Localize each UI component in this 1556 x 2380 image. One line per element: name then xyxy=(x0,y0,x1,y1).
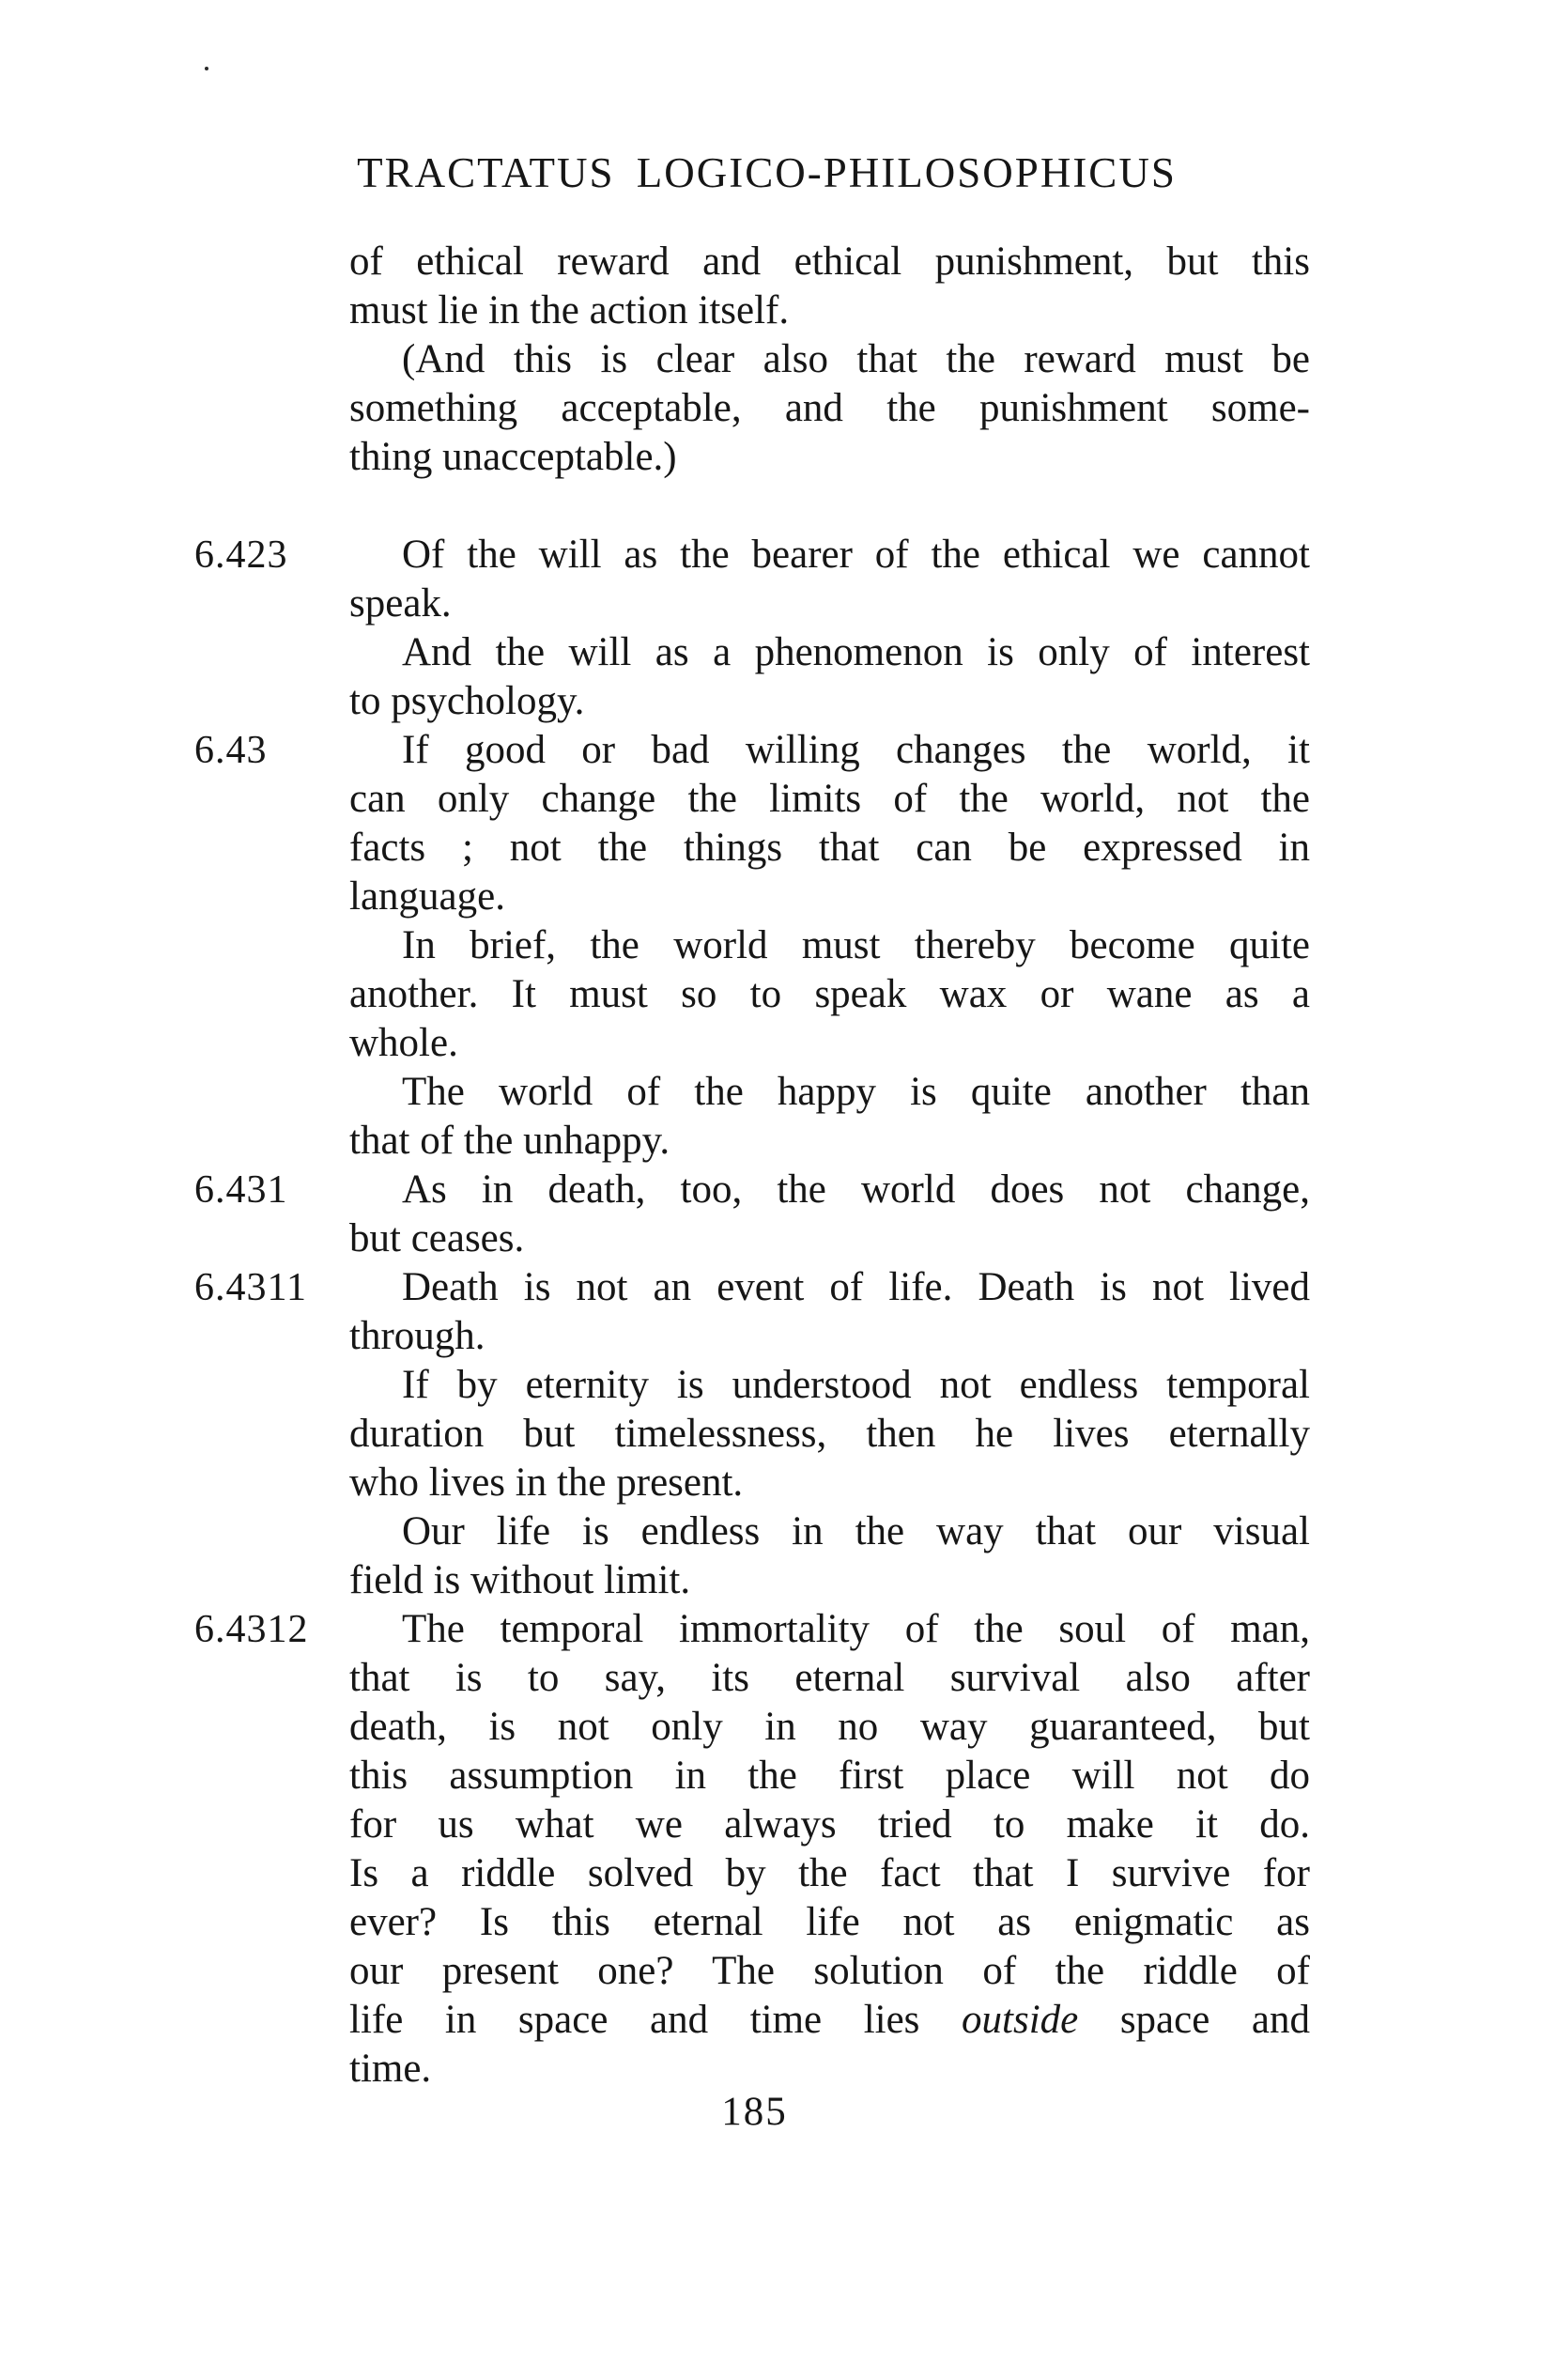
text-line xyxy=(194,531,1310,580)
text-line xyxy=(349,1654,1310,1703)
text-line xyxy=(349,873,1310,921)
text-line xyxy=(349,1947,1310,1996)
line-text: this assumption in the first place will not do xyxy=(349,1754,1310,1798)
line-text: to psychology. xyxy=(349,679,585,723)
line-text: who lives in the present. xyxy=(349,1460,744,1505)
proposition-number: 6.4312 xyxy=(194,1608,309,1651)
line-text: duration but timelessness, then he lives eternally xyxy=(349,1412,1310,1456)
line-text: language. xyxy=(349,874,505,919)
line-text: of ethical reward and ethical punishment, but this xyxy=(349,240,1310,284)
text-line xyxy=(194,1605,1310,1654)
line-text: The world of the happy is quite another than xyxy=(402,1070,1310,1114)
line-text: that is to say, its eternal survival also after xyxy=(349,1656,1310,1700)
text-line xyxy=(349,1507,1310,1556)
text-line xyxy=(349,921,1310,970)
text-line xyxy=(194,1166,1310,1214)
text-line xyxy=(349,1996,1310,2045)
text-line xyxy=(349,335,1310,384)
line-text: thing unacceptable.) xyxy=(349,435,677,479)
line-text: Death is not an event of life. Death is not lived xyxy=(402,1265,1310,1309)
proposition-number: 6.4311 xyxy=(194,1266,307,1309)
line-text: through. xyxy=(349,1314,485,1358)
line-text: As in death, too, the world does not change, xyxy=(402,1167,1310,1212)
line-text: facts ; not the things that can be expressed in xyxy=(349,826,1310,870)
line-text: The temporal immortality of the soul of man, xyxy=(402,1607,1310,1651)
text-line xyxy=(349,433,1310,482)
text-line xyxy=(349,1752,1310,1800)
text-line xyxy=(349,1410,1310,1459)
line-text: field is without limit. xyxy=(349,1558,691,1602)
text-line xyxy=(349,1312,1310,1361)
line-text: And the will as a phenomenon is only of interest xyxy=(402,630,1310,674)
text-line xyxy=(349,1117,1310,1166)
text-line xyxy=(194,1263,1310,1312)
line-text: something acceptable, and the punishment some- xyxy=(349,386,1310,430)
line-text: Our life is endless in the way that our visual xyxy=(402,1509,1310,1553)
text-line xyxy=(194,726,1310,775)
line-text: ever? Is this eternal life not as enigmatic as xyxy=(349,1900,1310,1944)
text-line xyxy=(349,1703,1310,1752)
line-text: life in space and time lies outside space and xyxy=(349,1998,1310,2042)
running-header-title: TRACTATUS LOGICO-PHILOSOPHICUS xyxy=(357,149,1177,196)
text-line xyxy=(349,1019,1310,1068)
text-line xyxy=(349,1214,1310,1263)
text-line xyxy=(349,1849,1310,1898)
text-line xyxy=(349,1361,1310,1410)
text-line xyxy=(349,2045,1310,2094)
text-line xyxy=(349,628,1310,677)
text-line xyxy=(349,824,1310,873)
line-text: If by eternity is understood not endless temporal xyxy=(402,1363,1310,1407)
line-text: whole. xyxy=(349,1021,458,1065)
line-text: speak. xyxy=(349,581,452,626)
text-line xyxy=(349,677,1310,726)
page-number: 185 xyxy=(721,2090,788,2134)
text-line xyxy=(349,580,1310,628)
text-line xyxy=(349,286,1310,335)
line-text: but ceases. xyxy=(349,1216,525,1260)
line-text: Is a riddle solved by the fact that I survive for xyxy=(349,1851,1310,1895)
proposition-number: 6.43 xyxy=(194,729,268,772)
line-text: must lie in the action itself. xyxy=(349,288,790,332)
text-line xyxy=(349,1898,1310,1947)
line-text: In brief, the world must thereby become quite xyxy=(402,923,1310,967)
line-text: can only change the limits of the world, not the xyxy=(349,777,1310,821)
text-block xyxy=(194,238,1310,2094)
proposition-number: 6.431 xyxy=(194,1168,288,1212)
line-text: (And this is clear also that the reward must be xyxy=(402,337,1310,381)
line-text: time. xyxy=(349,2047,432,2091)
text-line xyxy=(349,775,1310,824)
line-text: our present one? The solution of the riddle of xyxy=(349,1949,1310,1993)
text-line xyxy=(349,1800,1310,1849)
proposition-number: 6.423 xyxy=(194,533,288,577)
line-text: another. It must so to speak wax or wane as a xyxy=(349,972,1310,1016)
line-text: for us what we always tried to make it do. xyxy=(349,1802,1310,1847)
text-line xyxy=(349,238,1310,286)
line-text: death, is not only in no way guaranteed, but xyxy=(349,1705,1310,1749)
line-text: Of the will as the bearer of the ethical we cannot xyxy=(402,533,1310,577)
text-line xyxy=(349,384,1310,433)
scan-speck xyxy=(205,67,208,70)
line-text: If good or bad willing changes the world, it xyxy=(402,728,1310,772)
line-text: that of the unhappy. xyxy=(349,1119,670,1163)
text-line xyxy=(349,1459,1310,1507)
text-line xyxy=(349,1068,1310,1117)
text-line xyxy=(349,1556,1310,1605)
text-line xyxy=(349,970,1310,1019)
